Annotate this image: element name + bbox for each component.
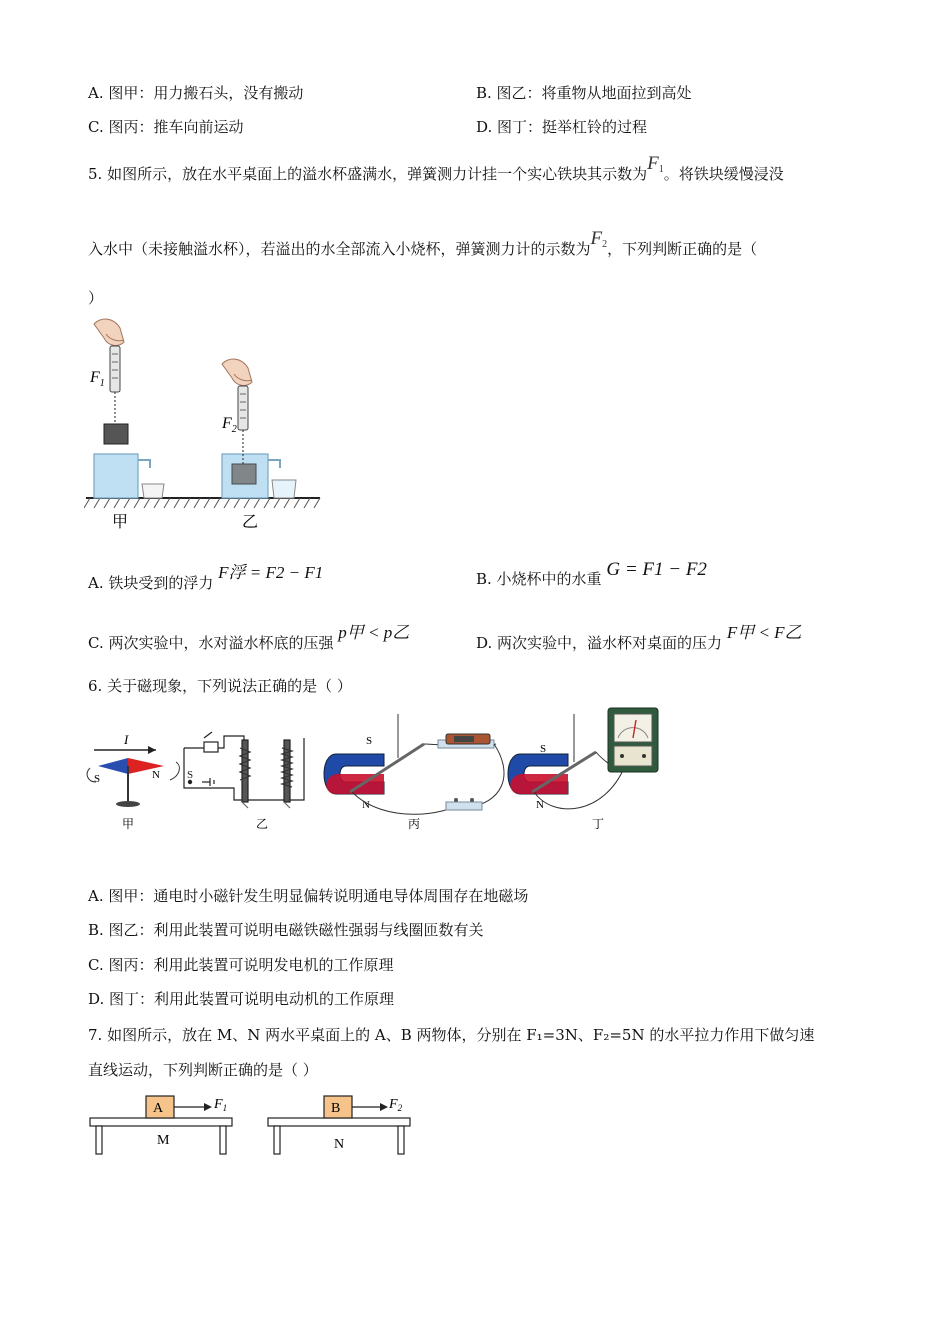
q5-option-d xyxy=(476,623,802,653)
q5-option-a-text: A. 铁块受到的浮力 xyxy=(88,574,214,592)
q5-ground-hatch xyxy=(84,498,320,508)
q6-fig-bing xyxy=(324,714,504,814)
q5-figure xyxy=(84,312,324,537)
q5-stem-line3: ） xyxy=(88,289,104,307)
q5-option-d-text: D. 两次实验中，溢水杯对桌面的压力 xyxy=(476,634,723,652)
q7-arrow-f2 xyxy=(380,1103,388,1111)
q6-label-bing: 丙 xyxy=(408,817,421,831)
q5-spout-left xyxy=(138,460,150,468)
q6-label-current: I xyxy=(124,732,129,747)
q5-overflow-cup-left xyxy=(94,454,138,498)
q5-var-f2: $F_2$ xyxy=(590,228,608,250)
q5-small-beaker-right xyxy=(272,480,296,498)
q5-option-c xyxy=(88,623,410,653)
q6-jia-label-s: S xyxy=(94,773,101,785)
q5-label-f2: $F_2$ xyxy=(222,415,237,435)
q5-option-b-text: B. 小烧杯中的水重 xyxy=(476,570,602,588)
q6-stem: 6. 关于磁现象，下列说法正确的是（ ） xyxy=(88,677,352,695)
q6-label-yi: 乙 xyxy=(256,817,269,831)
q7-label-n: N xyxy=(334,1137,345,1152)
q5-option-c-text: C. 两次实验中，水对溢水杯底的压强 xyxy=(88,634,334,652)
q5-stem-text-4: ，下列判断正确的是（ xyxy=(607,240,758,258)
q6-option-c: C. 图丙：利用此装置可说明发电机的工作原理 xyxy=(88,956,394,974)
q5-hand-right xyxy=(222,359,252,385)
q4-option-b: B. 图乙：将重物从地面拉到高处 xyxy=(476,84,692,102)
q6-figure xyxy=(84,704,674,836)
q5-option-b xyxy=(476,559,707,590)
q7-label-b: B xyxy=(331,1101,341,1116)
q4-option-c: C. 图丙：推车向前运动 xyxy=(88,118,244,136)
q6-fig-yi xyxy=(184,732,304,808)
q5-stem-text-1: 5. 如图所示，放在水平桌面上的溢水杯盛满水，弹簧测力计挂一个实心铁块其示数为 xyxy=(88,165,648,183)
q6-label-jia: 甲 xyxy=(122,817,135,831)
q5-option-a xyxy=(88,563,324,593)
q5-stem-line2 xyxy=(88,228,758,260)
q5-spring-scale-left xyxy=(110,346,120,392)
q7-arrow-f1 xyxy=(204,1103,212,1111)
q6-fig-jia xyxy=(87,732,179,831)
q5-stem-text-3: 入水中（未接触溢水杯），若溢出的水全部流入小烧杯，弹簧测力计的示数为 xyxy=(88,240,591,258)
q5-iron-block-left xyxy=(104,424,128,444)
q7-stem-line2: 直线运动，下列判断正确的是（ ） xyxy=(88,1061,318,1079)
q5-small-beaker-left xyxy=(142,484,164,498)
q4-option-a: A. 图甲：用力搬石头，没有搬动 xyxy=(88,84,304,102)
q7-label-f2: $F_2$ xyxy=(389,1097,403,1113)
q5-spring-scale-right xyxy=(238,386,248,430)
q6-label-ding: 丁 xyxy=(592,817,605,831)
q4-option-d: D. 图丁：挺举杠铃的过程 xyxy=(476,118,648,136)
q5-iron-block-right xyxy=(232,464,256,484)
q7-label-a: A xyxy=(153,1101,164,1116)
q7-label-m: M xyxy=(157,1133,170,1148)
q5-var-f1: $F_1$ xyxy=(647,153,664,175)
q5-label-f1: $F_1$ xyxy=(90,369,105,389)
q6-fig-ding xyxy=(508,708,658,811)
q6-needle-blue xyxy=(98,758,128,774)
q7-stem-line1: 7. 如图所示，放在 M、N 两水平桌面上的 A、B 两物体，分别在 F₁=3N、F₂=5N 的水平拉力作用下做匀速 xyxy=(88,1026,815,1044)
q7-label-f1: $F_1$ xyxy=(214,1097,228,1113)
q5-option-c-formula: p甲 < p乙 xyxy=(338,623,410,642)
q6-option-a: A. 图甲：通电时小磁针发生明显偏转说明通电导体周围存在地磁场 xyxy=(88,887,529,905)
q6-bing-label-s: S xyxy=(366,735,373,747)
q5-stem-text-2: 。将铁块缓慢浸没 xyxy=(663,165,784,183)
q6-option-d: D. 图丁：利用此装置可说明电动机的工作原理 xyxy=(88,990,395,1008)
q6-jia-label-n: N xyxy=(152,769,160,781)
q5-option-b-formula: G = F1 − F2 xyxy=(606,559,707,580)
q5-stem-line1 xyxy=(88,153,784,185)
q5-label-yi: 乙 xyxy=(242,514,259,531)
q6-bing-label-n: N xyxy=(362,799,370,811)
q6-yi-label-s: S xyxy=(187,769,194,781)
q7-figure xyxy=(86,1090,416,1160)
q5-spout-right xyxy=(268,460,280,468)
q5-option-d-formula: F甲 < F乙 xyxy=(726,623,802,642)
q5-hand-left xyxy=(94,319,124,345)
q5-option-a-formula: F浮 = F2 − F1 xyxy=(218,563,324,582)
q6-option-b: B. 图乙：利用此装置可说明电磁铁磁性强弱与线圈匝数有关 xyxy=(88,921,484,939)
q5-label-jia: 甲 xyxy=(112,514,129,531)
q6-ding-label-n: N xyxy=(536,799,544,811)
q6-ding-label-s: S xyxy=(540,743,547,755)
